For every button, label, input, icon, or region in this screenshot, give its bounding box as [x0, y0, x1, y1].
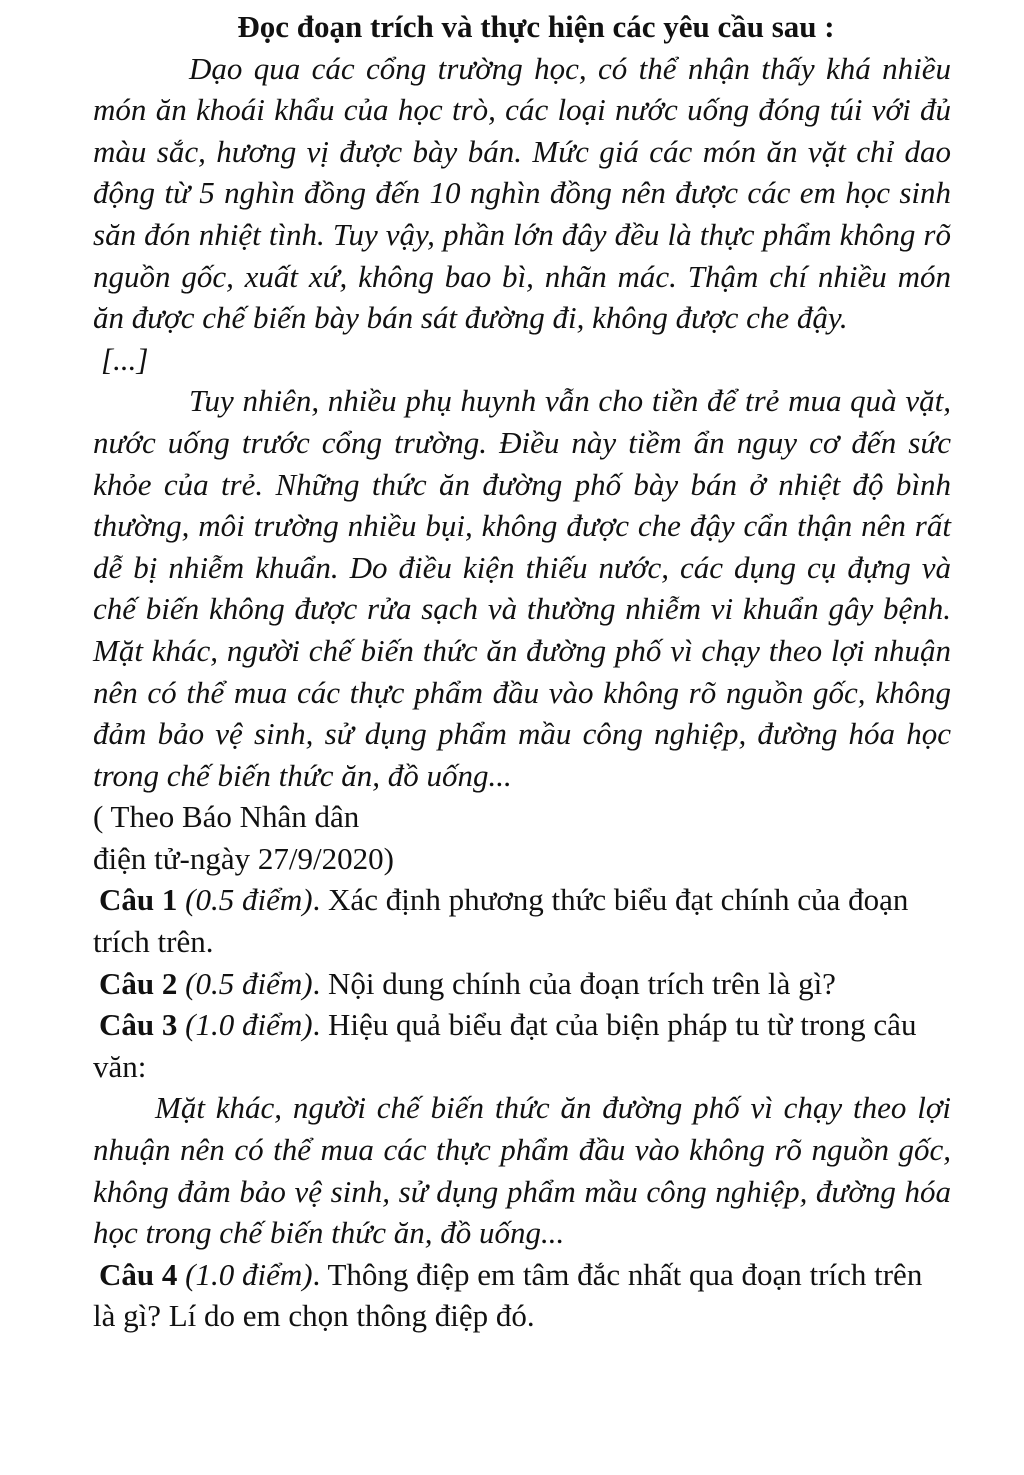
question-3-label: Câu 3 — [99, 1007, 178, 1043]
question-2 — [93, 963, 951, 1005]
question-2-label: Câu 2 — [99, 965, 178, 1001]
question-4-label: Câu 4 — [99, 1256, 178, 1292]
passage-paragraph-1: Dạo qua các cổng trường học, có thể nhận thấy khá nhiều món ăn khoái khẩu của học trò, các loại nước uống đóng túi với đủ màu sắc, hương vị được bày bán. Mức giá các món ăn vặt chỉ dao động từ 5 nghìn đồng đến 10 nghìn đồng nên được các em học sinh săn đón nhiệt tình. Tuy vậy, phần lớn đây đều là thực phẩm không rõ nguồn gốc, xuất xứ, không bao bì, nhãn mác. Thậm chí nhiều món ăn được chế biến bày bán sát đường đi, không được che đậy. — [93, 50, 951, 336]
page-title: Đọc đoạn trích và thực hiện các yêu cầu sau : — [237, 9, 835, 44]
question-3-quote: Mặt khác, người chế biến thức ăn đường phố vì chạy theo lợi nhuận nên có thể mua các thực phẩm đầu vào không rõ nguồn gốc, không đảm bảo vệ sinh, sử dụng phẩm mầu công nghiệp, đường hóa học trong chế biến thức ăn, đồ uống... — [93, 1090, 951, 1251]
question-1 — [93, 879, 951, 962]
question-2-points: (0.5 điểm) — [185, 965, 313, 1001]
source-line-2: điện tử-ngày 27/9/2020) — [93, 840, 394, 876]
source-line-1: ( Theo Báo Nhân dân — [93, 799, 360, 835]
passage-ellipsis: [...] — [101, 341, 149, 377]
question-3 — [93, 1004, 951, 1087]
question-4-text: . Thông điệp em tâm đắc nhất qua đoạn trích trên là gì? Lí do em chọn thông điệp đó. — [93, 1256, 923, 1334]
passage-paragraph-2: Tuy nhiên, nhiều phụ huynh vẫn cho tiền để trẻ mua quà vặt, nước uống trước cổng trường. Điều này tiềm ẩn nguy cơ đến sức khỏe của trẻ. Những thức ăn đường phố bày bán ở nhiệt độ bình thường, môi trường nhiều bụi, không được che đậy cẩn thận nên rất dễ bị nhiễm khuẩn. Do điều kiện thiếu nước, các dụng cụ đựng và chế biến không được rửa sạch và thường nhiễm vi khuẩn gây bệnh. Mặt khác, người chế biến thức ăn đường phố vì chạy theo lợi nhuận nên có thể mua các thực phẩm đầu vào không rõ nguồn gốc, không đảm bảo vệ sinh, sử dụng phẩm mầu công nghiệp, đường hóa học trong chế biến thức ăn, đồ uống... — [93, 383, 951, 793]
question-4-points: (1.0 điểm) — [185, 1256, 313, 1292]
question-1-text: . Xác định phương thức biểu đạt chính của đoạn trích trên. — [93, 882, 909, 960]
question-4 — [93, 1254, 951, 1337]
question-1-label: Câu 1 — [99, 882, 178, 918]
question-1-points: (0.5 điểm) — [185, 882, 313, 918]
document-page — [93, 6, 951, 1337]
question-3-text: . Hiệu quả biểu đạt của biện pháp tu từ trong câu văn: — [93, 1007, 917, 1084]
question-3-points: (1.0 điểm) — [185, 1007, 313, 1043]
question-2-text: . Nội dung chính của đoạn trích trên là gì? — [312, 965, 836, 1001]
source-citation — [93, 796, 951, 879]
